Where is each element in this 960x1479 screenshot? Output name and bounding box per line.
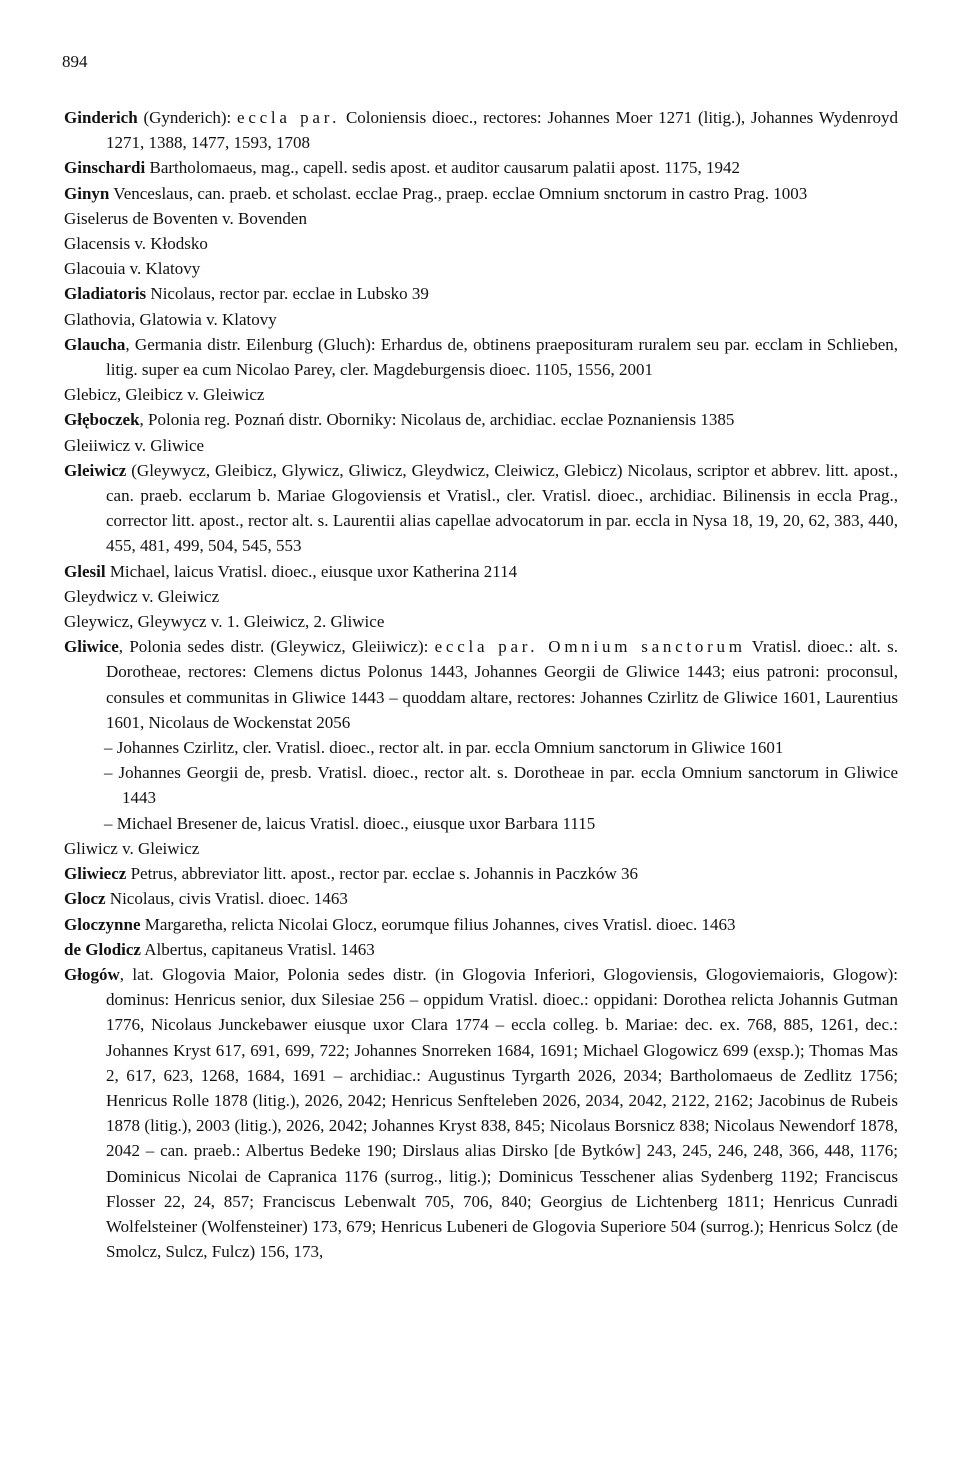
entry-text: Petrus, abbreviator litt. apost., rector par. ecclae s. Johannis in Paczków 36 (126, 864, 639, 884)
index-entry (64, 886, 898, 911)
index-entry (64, 584, 898, 609)
entry-text: Venceslaus, can. praeb. et scholast. ecclae Prag., praep. ecclae Omnium snctorum in castro Prag. 1003 (109, 183, 808, 203)
index-entry (64, 281, 898, 306)
entry-text: Glathovia, Glatowia v. Klatovy (64, 309, 277, 329)
index-entries (64, 105, 898, 1264)
entry-text: Albertus, capitaneus Vratisl. 1463 (140, 939, 375, 959)
index-entry (64, 433, 898, 458)
entry-headword: Gliwiecz (64, 864, 127, 884)
index-entry (64, 206, 898, 231)
entry-text: , Polonia reg. Poznań distr. Oborniky: Nicolaus de, archidiac. ecclae Poznaniensis 1385 (139, 410, 735, 430)
entry-text: Gleywicz, Gleywycz v. 1. Gleiwicz, 2. Gliwice (64, 612, 385, 632)
entry-headword: Ginderich (64, 108, 138, 127)
entry-prefix-text: , Polonia sedes distr. (Gleywicz, Gleiiwicz): (118, 637, 435, 657)
entry-spaced-text: eccla par. Omnium sanctorum (434, 637, 746, 657)
index-entry (64, 836, 898, 861)
index-entry (64, 609, 898, 634)
index-entry (64, 861, 898, 886)
index-entry (64, 559, 898, 584)
entry-text: Giselerus de Boventen v. Bovenden (64, 208, 307, 228)
entry-headword: Gloczynne (64, 914, 141, 934)
index-entry (64, 912, 898, 937)
index-entry (64, 458, 898, 559)
sub-entry (64, 760, 898, 810)
index-entry (64, 155, 898, 180)
entry-headword: Ginschardi (64, 158, 146, 178)
entry-text: Gleiiwicz v. Gliwice (64, 435, 205, 455)
entry-spaced-text: eccla par. (237, 108, 341, 127)
entry-headword: Ginyn (64, 183, 110, 203)
entry-text: Coloniensis dioec., rectores: Johannes Moer 1271 (litig.), Johannes Wydenroyd 1271, 1388, 1477, 1593, 1708 (106, 108, 898, 153)
entry-text: Nicolaus, civis Vratisl. dioec. 1463 (105, 889, 348, 909)
entry-text: Glacouia v. Klatovy (64, 259, 201, 279)
entry-text: Bartholomaeus, mag., capell. sedis apost. et auditor causarum palatii apost. 1175, 1942 (145, 158, 740, 178)
index-entry (64, 937, 898, 962)
sub-entry (64, 735, 898, 760)
entry-prefix-text: (Gynderich): (137, 108, 238, 127)
sub-entry (64, 811, 898, 836)
index-entry (64, 634, 898, 735)
index-entry (64, 332, 898, 382)
entry-text: , lat. Glogovia Maior, Polonia sedes distr. (in Glogovia Inferiori, Glogoviensis, Glogoviemaioris, Glogow): dominus: Henricus senior, dux Silesiae 256 – oppidum Vratisl. dioec.: oppidani: Dorothea relicta Johannis Gutman 1776, Nicolaus Junckebawer eiusque uxor Clara 1774 – eccla colleg. b. Mariae: dec. ex. 768, 885, 1261, dec.: Johannes Kryst 617, 691, 699, 722; Johannes Snorreken 1684, 1691; Michael Glogowicz 699 (exsp.); Thomas Mas 2, 617, 623, 1268, 1684, 1691 – archidiac.: Augustinus Tyrgarth 2026, 2034; Bartholomaeus de Zedlitz 1756; Henricus Rolle 1878 (litig.), 2026, 2042; Henricus Senfteleben 2026, 2034, 2042, 2122, 2162; Jacobinus de Rubeis 1878 (litig.), 2003 (litig.), 2026, 2042; Johannes Kryst 838, 845; Nicolaus Borsnicz 838; Nicolaus Newendorf 1878, 2042 – can. praeb.: Albertus Bedeke 190; Dirslaus alias Dirsko [de Bytków] 243, 245, 246, 248, 366, 448, 1176; Dominicus Nicolai de Capranica 1176 (surrog., litig.); Dominicus Tesschener alias Sydenberg 1192; Franciscus Flosser 22, 24, 857; Franciscus Lebenwalt 705, 706, 840; Georgius de Lichtenberg 1811; Henricus Cunradi Wolfelsteiner (Wolfensteiner) 173, 679; Henricus Lubeneri de Glogovia Superiore 504 (surrog.); Henricus Solcz (de Smolcz, Sulcz, Fulcz) 156, 173, (106, 964, 898, 1262)
entry-headword: Głęboczek (64, 410, 140, 430)
index-entry (64, 231, 898, 256)
entry-headword: Gladiatoris (64, 284, 147, 304)
entry-text: (Gleywycz, Gleibicz, Glywicz, Gliwicz, Gleydwicz, Cleiwicz, Glebicz) Nicolaus, scriptor et abbrev. litt. apost., can. praeb. ecclarum b. Mariae Glogoviensis et Vratisl., cler. Vratisl. dioec., archidiac. Bilinensis in eccla Prag., corrector litt. apost., rector alt. s. Laurentii alias capellae advocatorum in par. eccla in Nysa 18, 19, 20, 62, 383, 440, 455, 481, 499, 504, 545, 553 (106, 460, 898, 556)
entry-headword: Głogów (64, 964, 120, 984)
entry-text: Glebicz, Gleibicz v. Gleiwicz (64, 385, 265, 405)
entry-headword: Gleiwicz (64, 460, 127, 480)
entry-text: , Germania distr. Eilenburg (Gluch): Erhardus de, obtinens praeposituram ruralem seu par. ecclam in Schlieben, litig. super ea cum Nicolao Parey, cler. Magdeburgensis dioec. 1105, 1556, 2001 (106, 334, 898, 380)
index-entry (64, 256, 898, 281)
entry-headword: Glesil (64, 561, 106, 581)
index-entry (64, 407, 898, 432)
index-entry (64, 962, 898, 1264)
entry-text: – Johannes Georgii de, presb. Vratisl. dioec., rector alt. s. Dorotheae in par. eccla Omnium sanctorum in Gliwice 1443 (104, 763, 898, 808)
entry-headword: de Glodicz (64, 939, 141, 959)
entry-text: Margaretha, relicta Nicolai Glocz, eorumque filius Johannes, cives Vratisl. dioec. 1463 (140, 914, 736, 934)
entry-text: Gleydwicz v. Gleiwicz (64, 586, 220, 606)
entry-text: Gliwicz v. Gleiwicz (64, 838, 200, 858)
entry-headword: Glaucha (64, 334, 126, 354)
entry-text: – Johannes Czirlitz, cler. Vratisl. dioec., rector alt. in par. eccla Omnium sanctorum in Gliwice 1601 (104, 738, 784, 758)
entry-headword: Gliwice (64, 637, 119, 657)
entry-text: Michael, laicus Vratisl. dioec., eiusque uxor Katherina 2114 (105, 561, 518, 581)
index-entry (64, 307, 898, 332)
entry-text: Glacensis v. Kłodsko (64, 234, 208, 254)
entry-text: – Michael Bresener de, laicus Vratisl. dioec., eiusque uxor Barbara 1115 (104, 813, 596, 833)
entry-text: Vratisl. dioec.: alt. s. Dorotheae, rectores: Clemens dictus Polonus 1443, Johannes Georgii de Gliwice 1443; eius patroni: proconsul, consules et communitas in Gliwice 1443 – quoddam altare, rectores: Johannes Czirlitz de Gliwice 1601, Laurentius 1601, Nicolaus de Wockenstat 2056 (106, 637, 898, 732)
entry-headword: Glocz (64, 889, 106, 909)
index-entry (64, 105, 898, 155)
index-entry (64, 181, 898, 206)
index-entry (64, 382, 898, 407)
entry-text: Nicolaus, rector par. ecclae in Lubsko 39 (146, 284, 429, 304)
page-number: 894 (62, 52, 88, 71)
